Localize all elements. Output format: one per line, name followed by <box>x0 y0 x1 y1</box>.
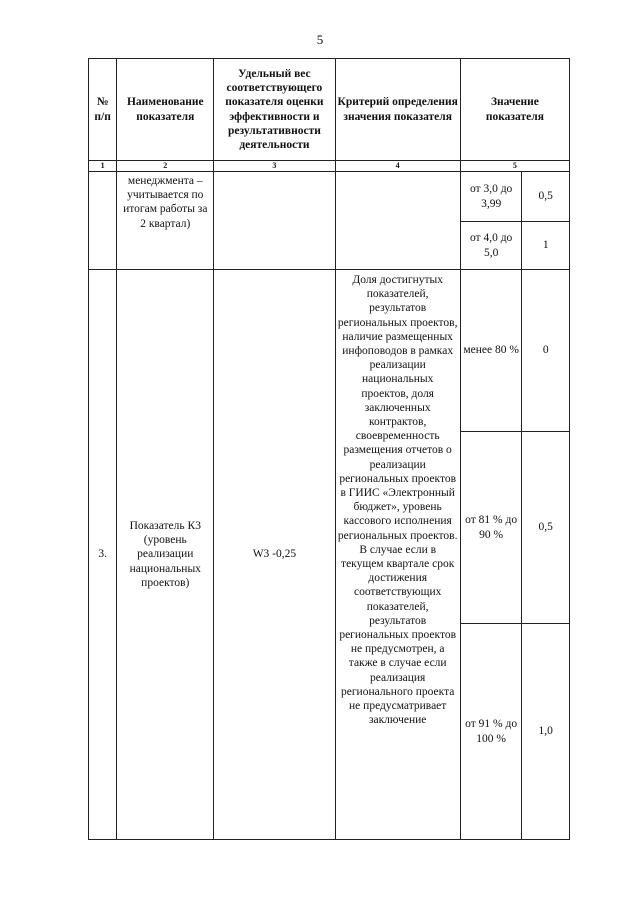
indicators-table <box>88 58 570 840</box>
header-name: Наименование показателя <box>117 59 214 161</box>
continuation-num-cell <box>89 172 117 270</box>
value-score: 0,5 <box>522 432 570 624</box>
column-number: 3 <box>214 161 335 172</box>
page-number: 5 <box>316 32 324 47</box>
value-range: от 4,0 до 5,0 <box>460 222 522 270</box>
column-number: 1 <box>89 161 117 172</box>
header-weight: Удельный вес соответствующего показателя оценки эффективности и результативности деятельности <box>214 59 335 161</box>
header-row <box>89 59 570 161</box>
column-number: 5 <box>460 161 569 172</box>
table-row <box>89 270 570 432</box>
row-weight: W3 -0,25 <box>214 270 335 840</box>
row-name: Показатель К3 (уровень реализации национальных проектов) <box>117 270 214 840</box>
value-range: менее 80 % <box>460 270 522 432</box>
continuation-name: менеджмента – учитывается по итогам работы за 2 квартал) <box>117 172 214 270</box>
column-number: 2 <box>117 161 214 172</box>
column-number: 4 <box>335 161 460 172</box>
row-num: 3. <box>89 270 117 840</box>
value-score: 1,0 <box>522 624 570 840</box>
header-criterion: Критерий определения значения показателя <box>335 59 460 161</box>
value-score: 1 <box>522 222 570 270</box>
value-range: от 3,0 до 3,99 <box>460 172 522 222</box>
value-range: от 91 % до 100 % <box>460 624 522 840</box>
continuation-criterion-cell <box>335 172 460 270</box>
header-num: № п/п <box>89 59 117 161</box>
table-row <box>89 172 570 222</box>
header-value: Значение показателя <box>460 59 569 161</box>
column-number-row <box>89 161 570 172</box>
value-range: от 81 % до 90 % <box>460 432 522 624</box>
continuation-weight-cell <box>214 172 335 270</box>
value-score: 0 <box>522 270 570 432</box>
value-score: 0,5 <box>522 172 570 222</box>
row-criterion: Доля достигнутых показателей, результатов региональных проектов, наличие размещенных инфоповодов в рамках реализации национальных проектов, доля заключенных контрактов, своевременность размещения отчетов о реализации региональных проектов в ГИИС «Электронный бюджет», уровень кассового исполнения региональных проектов. В случае если в текущем квартале срок достижения соответствующих показателей, результатов региональных проектов не предусмотрен, а также в случае если реализация регионального проекта не предусматривает заключение <box>335 270 460 840</box>
